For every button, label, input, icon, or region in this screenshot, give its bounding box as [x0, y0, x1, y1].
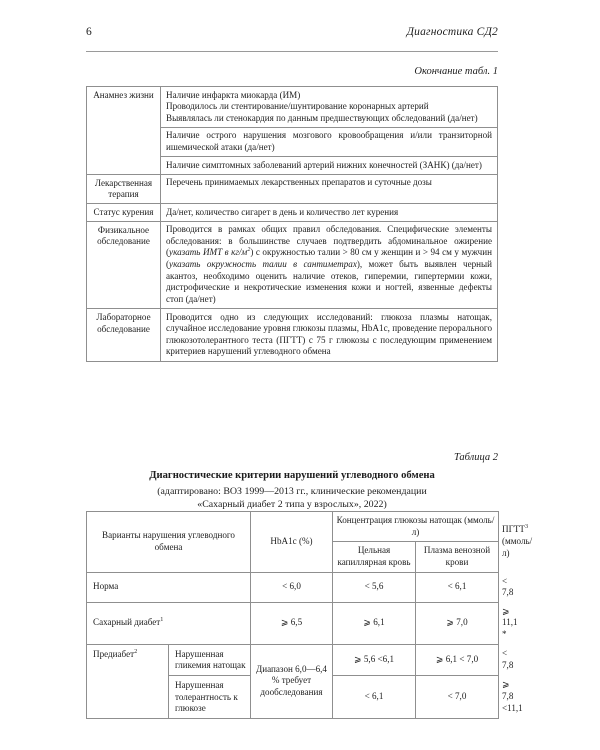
running-head-title: Диагностика СД2 — [406, 26, 498, 38]
header-variants: Варианты нарушения углеводного обмена — [87, 512, 251, 573]
cell-prediabetes-hba1c: Диапазон 6,0—6,4 % требует дообследования — [251, 644, 333, 718]
header-venous-plasma: Плазма венозной крови — [416, 542, 499, 572]
table-row: Нарушенная толерантность к глюкозе < 6,1 < 7,0 ⩾ 7,8 <11,1 — [87, 675, 499, 718]
cell-anamnesis-2: Наличие острого нарушения мозгового кровообращения и/или транзиторной ишемической атаки (да/нет) — [161, 127, 498, 156]
cell-smoking-status: Да/нет, количество сигарет в день и количество лет курения — [161, 204, 498, 222]
table-row: Норма < 6,0 < 5,6 < 6,1 < 7,8 — [87, 572, 499, 602]
table2-subtitle-line1: (адаптировано: ВОЗ 1999—2013 гг., клинические рекомендации — [157, 486, 427, 497]
header-rule — [86, 51, 498, 52]
cell-norm-capillary: < 5,6 — [333, 572, 416, 602]
row-label-norm — [87, 572, 251, 602]
row-label-prediabetes-superscript: 2 — [134, 647, 138, 655]
table-row — [87, 174, 498, 203]
cell-anamnesis-1: Наличие инфаркта миокарда (ИМ) Проводилось ли стентирование/шунтирование коронарных артерий Выявлялась ли стенокардия по данным предшествующих обследований (да/нет) — [161, 87, 498, 128]
row-label-impaired-fasting-glycemia: Нарушенная гликемия натощак — [169, 644, 251, 675]
cell-drug-therapy: Перечень принимаемых лекарственных препаратов и суточные дозы — [161, 174, 498, 203]
table1-continuation-label: Окончание табл. 1 — [414, 66, 498, 77]
row-label-anamnesis — [87, 87, 161, 175]
header-capillary-blood: Цельная капиллярная кровь — [333, 542, 416, 572]
row-label-norm-text: Норма — [93, 581, 119, 592]
cell-norm-venous: < 6,1 — [416, 572, 499, 602]
table2-number-label: Таблица 2 — [453, 452, 498, 463]
row-label-text: Анамнез жизни — [93, 90, 154, 100]
cell-diabetes-hba1c: ⩾ 6,5 — [251, 602, 333, 644]
cell-norm-hba1c: < 6,0 — [251, 572, 333, 602]
row-label-drug-therapy: Лекарственная терапия — [87, 174, 161, 203]
table-row: Сахарный диабет$^1$ ⩾ 6,5 ⩾ 6,1 ⩾ 7,0 ⩾ 11,1 * — [87, 602, 499, 644]
cell-ifg-capillary: ⩾ 5,6 <6,1 — [333, 644, 416, 675]
table-row — [87, 309, 498, 362]
row-label-smoking-status: Статус курения — [87, 204, 161, 222]
table-row — [87, 87, 498, 128]
cell-diabetes-capillary: ⩾ 6,1 — [333, 602, 416, 644]
row-label-diabetes-superscript: 1 — [160, 616, 164, 624]
row-label-physical-exam: Физикальное обследование — [87, 221, 161, 308]
cell-diabetes-venous: ⩾ 7,0 — [416, 602, 499, 644]
header-hba1c: HbA1c (%) — [251, 512, 333, 573]
row-label-diabetes — [87, 602, 251, 644]
table-diagnostic-criteria — [86, 511, 533, 719]
cell-igt-venous: < 7,0 — [416, 675, 499, 718]
header-ogtt-superscript: 3 — [524, 523, 529, 531]
table-row — [87, 204, 498, 222]
running-head — [86, 26, 498, 38]
cell-ifg-venous: ⩾ 6,1 < 7,0 — [416, 644, 499, 675]
row-label-prediabetes-text: Предиабет — [93, 648, 135, 659]
cell-physical-exam: Проводится в рамках общих правил обследования. Специфические элементы обследования: в большинстве случаев подтвердить абдоминальное ожирение (указать ИМТ в $кг/м^2$) с окружностью талии > 80 см у женщин и > 94 см у мужчин (указать окружность талии в сантиметрах), может быть выявлен черный акантоз, необходимо оценить наличие отеков, гиперемии, гипертермии кожи, дистрофические и некротические изменения кожи и ногтей, язвенные дефекты стоп (да/нет) — [161, 221, 498, 308]
cell-igt-capillary: < 6,1 — [333, 675, 416, 718]
header-ogtt-text: ПГТТ — [502, 524, 525, 535]
table2-subtitle — [86, 485, 498, 512]
table2-subtitle-line2: «Сахарный диабет 2 типа у взрослых», 2022) — [197, 499, 387, 511]
row-label-diabetes-text: Сахарный диабет — [93, 617, 161, 628]
cell-anamnesis-3: Наличие симптомных заболеваний артерий нижних конечностей (ЗАНК) (да/нет) — [161, 157, 498, 175]
row-label-impaired-glucose-tolerance: Нарушенная толерантность к глюкозе — [169, 675, 251, 718]
table-row: Предиабет$^2$ Нарушенная гликемия натощак Диапазон 6,0—6,4 % требует дообследования ⩾ 5,6 <6,1 ⩾ 6,1 < 7,0 < 7,8 — [87, 644, 499, 675]
row-label-lab-exam: Лабораторное обследование — [87, 309, 161, 362]
table-anamnesis — [86, 86, 498, 362]
page-number: 6 — [86, 26, 92, 38]
row-label-prediabetes — [87, 644, 169, 718]
header-glucose-group: Концентрация глюкозы натощак (ммоль/л) — [333, 512, 499, 542]
table2-header-row-1: Варианты нарушения углеводного обмена HbA1c (%) Концентрация глюкозы натощак (ммоль/л) ПГТТ$^3$ (ммоль/л) — [87, 512, 499, 542]
table2-title: Диагностические критерии нарушений углеводного обмена — [149, 470, 435, 481]
cell-lab-exam: Проводится одно из следующих исследований: глюкоза плазмы натощак, случайное исследование уровня глюкозы плазмы, HbA1c, проведение перорального глюкозотолерантного теста (ПГТТ) с 75 г глюкозы с последующим применением критериев нарушений углеводного обмена — [161, 309, 498, 362]
table-row — [87, 221, 498, 308]
